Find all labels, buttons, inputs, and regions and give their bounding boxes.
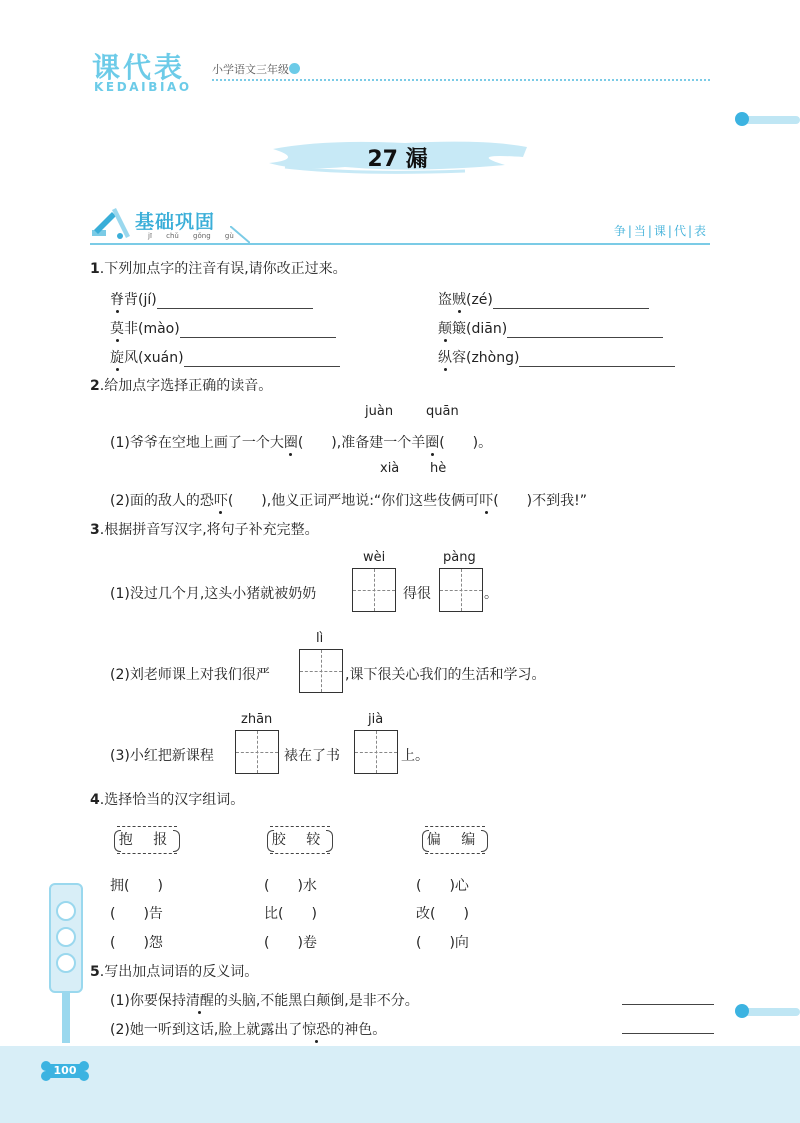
- q1-item-2: 盗贼(zé): [438, 289, 649, 309]
- q2-sentence-2: (2)面的敌人的恐吓( ),他义正词严地说:“你们这些伎俩可吓( )不到我!”: [110, 493, 587, 509]
- section-underline-slope: [230, 226, 250, 243]
- q3-pinyin: zhān: [241, 712, 273, 727]
- char-choice-box: 胶 较: [270, 826, 330, 854]
- q3-sentence-1-mid: 得很: [403, 586, 431, 602]
- decor-dot-top: [735, 112, 749, 126]
- q4-word-blank[interactable]: 改( ): [416, 906, 469, 922]
- page-number: 100: [53, 1064, 77, 1077]
- grade-label: 小学语文三年级: [212, 63, 289, 76]
- footer-band: [0, 1046, 800, 1123]
- traffic-light-lamp: [56, 901, 76, 921]
- q4-word-blank[interactable]: 拥( ): [110, 878, 163, 894]
- answer-blank[interactable]: [184, 352, 340, 367]
- brand-logo-text: 课代表: [92, 51, 186, 84]
- answer-blank[interactable]: [180, 323, 336, 338]
- q3-sentence-2-end: ,课下很关心我们的生活和学习。: [345, 667, 546, 683]
- answer-blank[interactable]: [493, 294, 649, 309]
- q3-pinyin: wèi: [363, 550, 386, 565]
- q5-sentence-2: (2)她一听到这话,脸上就露出了惊恐的神色。: [110, 1022, 387, 1038]
- question-2-stem: 2.给加点字选择正确的读音。: [90, 378, 273, 394]
- q3-pinyin: lì: [316, 631, 324, 646]
- question-1-stem: 1.下列加点字的注音有误,请你改正过来。: [90, 261, 347, 277]
- section-slogan: 争|当|课|代|表: [613, 224, 708, 238]
- q2-sentence-1: (1)爷爷在空地上画了一个大圈( ),准备建一个羊圈( )。: [110, 435, 493, 451]
- q4-word-blank[interactable]: ( )水: [264, 878, 317, 894]
- q2-pinyin-option: juàn: [365, 404, 394, 419]
- tianzige-box[interactable]: [352, 568, 396, 612]
- q2-pinyin-option: hè: [430, 461, 447, 476]
- q3-pinyin: pàng: [443, 550, 476, 565]
- char-choice-box: 偏 编: [425, 826, 485, 854]
- tianzige-box[interactable]: [354, 730, 398, 774]
- question-5-stem: 5.写出加点词语的反义词。: [90, 964, 259, 980]
- q3-sentence-1-end: 。: [484, 586, 498, 602]
- traffic-light-icon: [49, 883, 83, 993]
- answer-blank[interactable]: [507, 323, 663, 338]
- answer-blank[interactable]: [622, 1004, 714, 1005]
- q3-sentence-3-mid: 裱在了书: [284, 748, 340, 764]
- q2-pinyin-option: quān: [426, 404, 459, 419]
- tianzige-box[interactable]: [299, 649, 343, 693]
- tianzige-box[interactable]: [235, 730, 279, 774]
- q2-pinyin-option: xià: [380, 461, 400, 476]
- q1-item-4: 颠簸(diān): [438, 318, 663, 338]
- pencil-ruler-icon: [86, 206, 132, 242]
- q4-word-blank[interactable]: ( )向: [416, 935, 469, 951]
- q4-word-blank[interactable]: ( )心: [416, 878, 469, 894]
- q4-word-blank[interactable]: ( )怨: [110, 935, 163, 951]
- section-title: 基础巩固: [135, 211, 216, 233]
- q1-item-3: 莫非(mào): [110, 318, 336, 338]
- answer-blank[interactable]: [519, 352, 675, 367]
- question-4-stem: 4.选择恰当的汉字组词。: [90, 792, 245, 808]
- question-3-stem: 3.根据拼音写汉字,将句子补充完整。: [90, 522, 319, 538]
- q3-sentence-2-start: (2)刘老师课上对我们很严: [110, 667, 270, 683]
- traffic-light-lamp: [56, 953, 76, 973]
- section-underline: [90, 243, 710, 245]
- header-dotted-line: [212, 79, 710, 81]
- q1-item-1: 脊背(jí): [110, 289, 313, 309]
- q1-item-5: 旋风(xuán): [110, 347, 340, 367]
- answer-blank[interactable]: [622, 1033, 714, 1034]
- q1-item-6: 纵容(zhòng): [438, 347, 675, 367]
- q4-word-blank[interactable]: 比( ): [264, 906, 317, 922]
- q4-word-blank[interactable]: ( )卷: [264, 935, 317, 951]
- answer-blank[interactable]: [157, 294, 313, 309]
- section-title-pinyin: jī chǔ gǒng gù: [148, 232, 234, 240]
- char-choice-box: 抱 报: [117, 826, 177, 854]
- q5-sentence-1: (1)你要保持清醒的头脑,不能黑白颠倒,是非不分。: [110, 993, 419, 1009]
- edition-badge: [289, 63, 300, 74]
- q3-sentence-1-start: (1)没过几个月,这头小猪就被奶奶: [110, 586, 317, 602]
- brand-logo-pinyin: KEDAIBIAO: [94, 80, 192, 94]
- traffic-light-lamp: [56, 927, 76, 947]
- lesson-title: 27 漏: [367, 147, 428, 172]
- decor-dot-bottom: [735, 1004, 749, 1018]
- q3-sentence-3-start: (3)小红把新课程: [110, 748, 214, 764]
- tianzige-box[interactable]: [439, 568, 483, 612]
- traffic-light-pole: [62, 993, 70, 1043]
- q4-word-blank[interactable]: ( )告: [110, 906, 163, 922]
- q3-pinyin: jià: [368, 712, 384, 727]
- q3-sentence-3-end: 上。: [401, 748, 429, 764]
